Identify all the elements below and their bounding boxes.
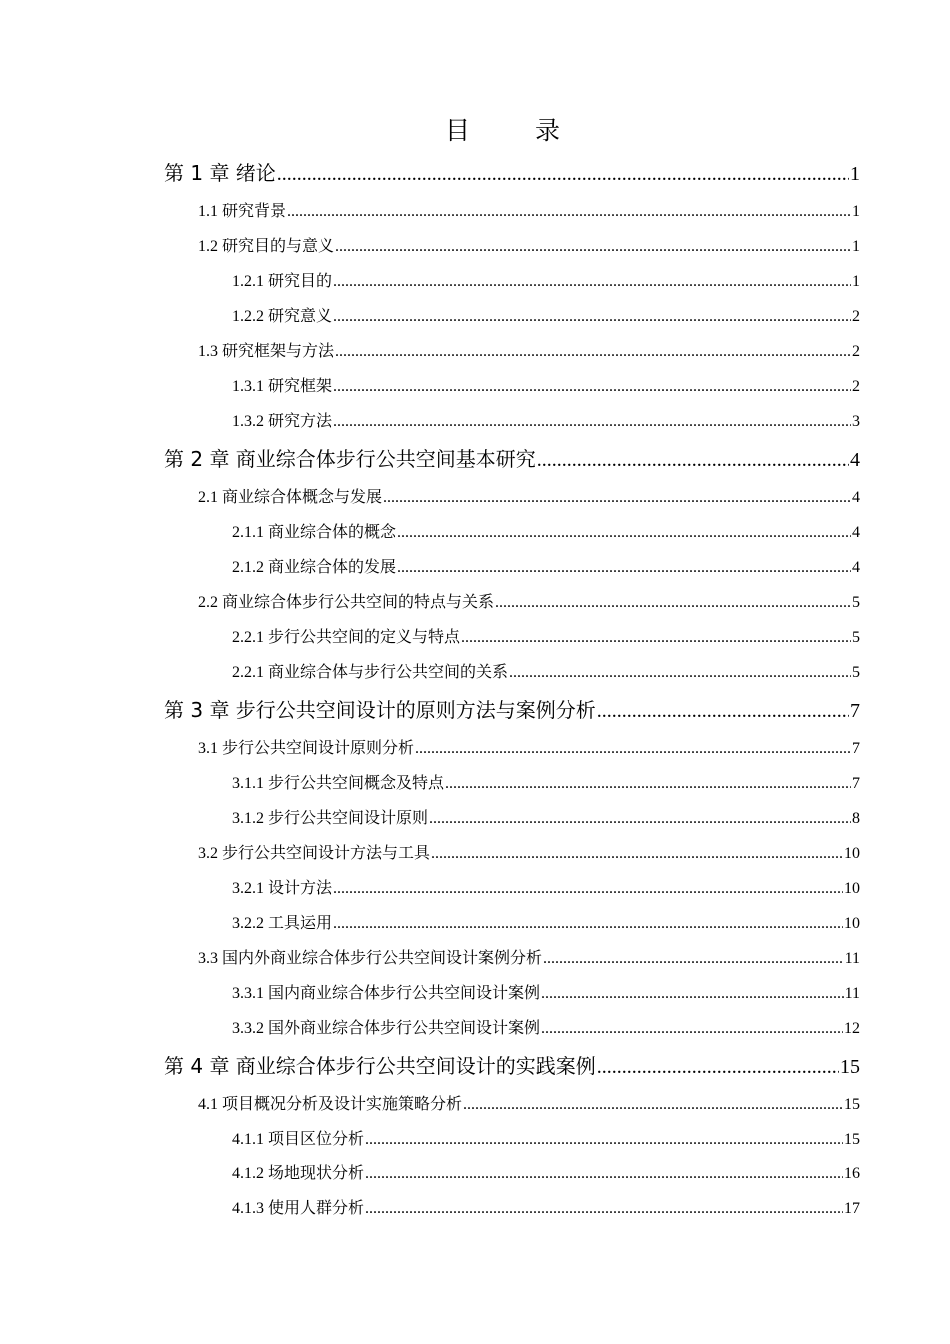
toc-dot-leader	[431, 845, 843, 863]
toc-page-number: 7	[850, 700, 860, 722]
toc-dot-leader	[397, 524, 851, 542]
toc-entry-label: 1.1 研究背景	[198, 203, 287, 220]
toc-page-number: 2	[852, 378, 860, 395]
toc-page-number: 15	[844, 1096, 860, 1113]
toc-page-number: 3	[852, 413, 860, 430]
toc-dot-leader	[333, 308, 851, 326]
toc-entry-level-2[interactable]	[198, 484, 860, 508]
toc-page-number: 7	[852, 775, 860, 792]
toc-entry-level-2[interactable]	[198, 198, 860, 222]
toc-entry-label: 2.2.1 商业综合体与步行公共空间的关系	[232, 664, 509, 681]
toc-entry-level-3[interactable]	[232, 659, 860, 683]
toc-page-number: 7	[852, 740, 860, 757]
toc-entry-level-3[interactable]	[232, 373, 860, 397]
toc-page-number: 2	[852, 343, 860, 360]
toc-dot-leader	[495, 594, 851, 612]
toc-title: 目 录	[444, 116, 580, 145]
toc-entry-level-3[interactable]	[232, 303, 860, 327]
toc-entry-level-1[interactable]	[164, 1050, 860, 1078]
toc-dot-leader	[277, 161, 849, 186]
toc-entry-level-1[interactable]	[164, 694, 860, 722]
toc-dot-leader	[365, 1200, 843, 1218]
toc-dot-leader	[287, 203, 851, 221]
toc-dot-leader	[333, 880, 843, 898]
toc-page-number: 16	[844, 1165, 860, 1182]
toc-entry-label: 4.1.3 使用人群分析	[232, 1200, 365, 1217]
toc-entry-label: 第 2 章 商业综合体步行公共空间基本研究	[164, 447, 536, 471]
toc-entry-level-3[interactable]	[232, 268, 860, 292]
toc-entry-label: 第 1 章 绪论	[164, 161, 276, 185]
toc-dot-leader	[541, 985, 844, 1003]
toc-entry-label: 3.1.1 步行公共空间概念及特点	[232, 775, 445, 792]
toc-dot-leader	[597, 698, 849, 723]
toc-dot-leader	[383, 489, 851, 507]
toc-entry-label: 3.2 步行公共空间设计方法与工具	[198, 845, 431, 862]
toc-dot-leader	[365, 1131, 843, 1149]
toc-dot-leader	[463, 1096, 843, 1114]
toc-entry-label: 3.1.2 步行公共空间设计原则	[232, 810, 429, 827]
toc-entry-level-2[interactable]	[198, 1091, 860, 1115]
toc-page-number: 1	[852, 203, 860, 220]
toc-entry-label: 3.3 国内外商业综合体步行公共空间设计案例分析	[198, 950, 543, 967]
toc-entry-label: 1.3.1 研究框架	[232, 378, 333, 395]
toc-dot-leader	[597, 1054, 839, 1079]
toc-entry-label: 3.1 步行公共空间设计原则分析	[198, 740, 415, 757]
toc-entry-level-3[interactable]	[232, 624, 860, 648]
toc-entry-level-3[interactable]	[232, 1195, 860, 1219]
toc-entry-label: 1.3.2 研究方法	[232, 413, 333, 430]
toc-entry-level-3[interactable]	[232, 910, 860, 934]
toc-entry-label: 2.2.1 步行公共空间的定义与特点	[232, 629, 461, 646]
toc-page-number: 1	[852, 238, 860, 255]
toc-dot-leader	[429, 810, 851, 828]
toc-dot-leader	[365, 1165, 843, 1183]
toc-page-number: 1	[852, 273, 860, 290]
toc-page-number: 1	[850, 163, 860, 185]
toc-entry-level-3[interactable]	[232, 519, 860, 543]
toc-entry-label: 4.1.2 场地现状分析	[232, 1165, 365, 1182]
toc-page-number: 15	[840, 1056, 860, 1078]
toc-page-number: 8	[852, 810, 860, 827]
toc-entry-label: 3.2.2 工具运用	[232, 915, 333, 932]
toc-page-number: 15	[844, 1131, 860, 1148]
toc-dot-leader	[461, 629, 851, 647]
toc-entry-level-2[interactable]	[198, 233, 860, 257]
toc-dot-leader	[397, 559, 851, 577]
toc-dot-leader	[333, 413, 851, 431]
toc-entry-level-3[interactable]	[232, 1126, 860, 1150]
toc-page-number: 2	[852, 308, 860, 325]
toc-entry-level-2[interactable]	[198, 338, 860, 362]
toc-entry-level-2[interactable]	[198, 945, 860, 969]
toc-entry-label: 1.2.2 研究意义	[232, 308, 333, 325]
toc-entry-label: 1.2.1 研究目的	[232, 273, 333, 290]
toc-entry-label: 第 3 章 步行公共空间设计的原则方法与案例分析	[164, 698, 596, 722]
toc-entry-label: 2.1.2 商业综合体的发展	[232, 559, 397, 576]
toc-entry-label: 第 4 章 商业综合体步行公共空间设计的实践案例	[164, 1054, 596, 1078]
toc-dot-leader	[509, 664, 851, 682]
toc-entry-level-3[interactable]	[232, 770, 860, 794]
toc-entry-label: 2.2 商业综合体步行公共空间的特点与关系	[198, 594, 495, 611]
toc-entry-level-2[interactable]	[198, 735, 860, 759]
toc-page-number: 5	[852, 664, 860, 681]
toc-page-number: 5	[852, 594, 860, 611]
toc-entry-label: 1.3 研究框架与方法	[198, 343, 335, 360]
toc-dot-leader	[445, 775, 851, 793]
toc-entry-label: 4.1.1 项目区位分析	[232, 1131, 365, 1148]
toc-entry-label: 2.1 商业综合体概念与发展	[198, 489, 383, 506]
toc-page-number: 10	[844, 845, 860, 862]
toc-entry-level-2[interactable]	[198, 840, 860, 864]
toc-entry-level-1[interactable]	[164, 443, 860, 471]
toc-entry-level-3[interactable]	[232, 1015, 860, 1039]
toc-entry-level-3[interactable]	[232, 408, 860, 432]
toc-page-number: 12	[844, 1020, 860, 1037]
toc-entry-level-3[interactable]	[232, 980, 860, 1004]
toc-page-number: 11	[844, 985, 860, 1002]
toc-entry-level-3[interactable]	[232, 875, 860, 899]
toc-page-number: 10	[844, 915, 860, 932]
toc-page-number: 4	[852, 524, 860, 541]
toc-dot-leader	[541, 1020, 843, 1038]
toc-dot-leader	[335, 238, 851, 256]
toc-entry-level-3[interactable]	[232, 554, 860, 578]
toc-entry-level-1[interactable]	[164, 157, 860, 185]
toc-entry-level-3[interactable]	[232, 1160, 860, 1184]
toc-dot-leader	[333, 915, 843, 933]
toc-page-number: 10	[844, 880, 860, 897]
toc-page-number: 11	[844, 950, 860, 967]
toc-entry-label: 1.2 研究目的与意义	[198, 238, 335, 255]
toc-dot-leader	[537, 447, 849, 472]
toc-dot-leader	[543, 950, 844, 968]
toc-entry-label: 2.1.1 商业综合体的概念	[232, 524, 397, 541]
toc-entry-label: 4.1 项目概况分析及设计实施策略分析	[198, 1096, 463, 1113]
toc-entry-label: 3.3.2 国外商业综合体步行公共空间设计案例	[232, 1020, 541, 1037]
toc-page-number: 4	[852, 559, 860, 576]
toc-page-number: 5	[852, 629, 860, 646]
toc-dot-leader	[333, 273, 851, 291]
toc-entry-label: 3.2.1 设计方法	[232, 880, 333, 897]
toc-dot-leader	[333, 378, 851, 396]
toc-entry-label: 3.3.1 国内商业综合体步行公共空间设计案例	[232, 985, 541, 1002]
toc-page-number: 4	[850, 449, 860, 471]
toc-entry-level-3[interactable]	[232, 805, 860, 829]
toc-page-number: 17	[844, 1200, 860, 1217]
toc-page-number: 4	[852, 489, 860, 506]
toc-dot-leader	[415, 740, 851, 758]
toc-dot-leader	[335, 343, 851, 361]
toc-entry-level-2[interactable]	[198, 589, 860, 613]
